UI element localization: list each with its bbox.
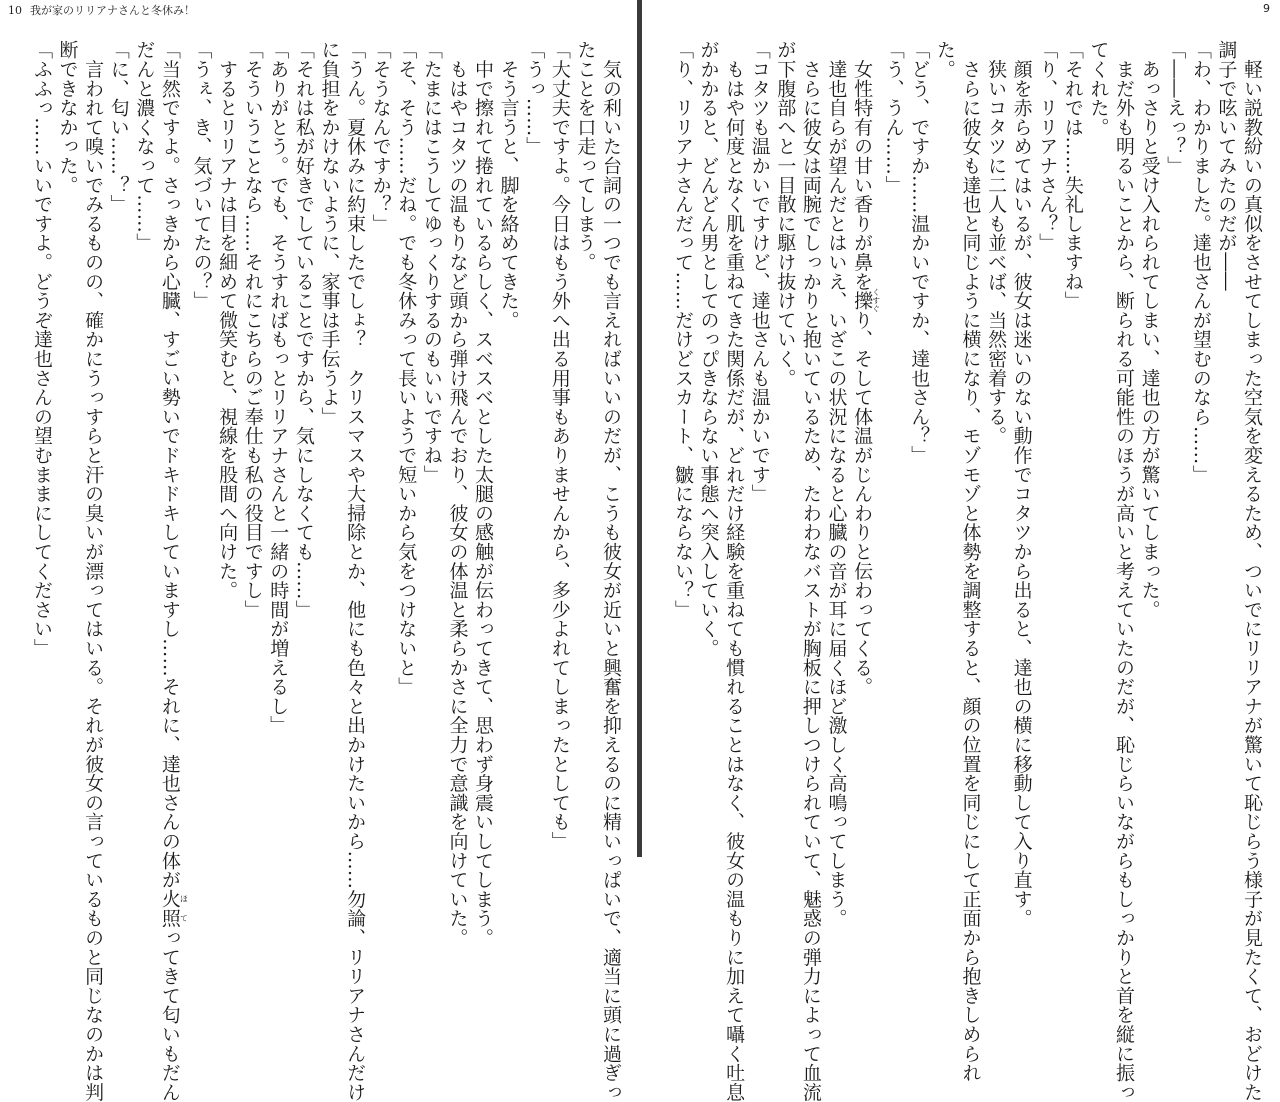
text-line: 達也自らが望んだとはいえ、いざこの状況になると心臓の音が耳に届くほど激しく高鳴ってしまう。 xyxy=(825,40,848,928)
text-line: 「わ、わかりました。達也さんが望むのなら……」 xyxy=(1189,40,1212,484)
text-line: 「ふふっ……いいですよ。どうぞ達也さんの望むままにしてください」 xyxy=(30,40,53,658)
text-line: 調子で呟いてみたのだが―― xyxy=(1215,40,1238,291)
text-line: 断できなかった。 xyxy=(56,40,79,195)
right-page-text xyxy=(669,40,1264,1102)
text-line xyxy=(156,40,189,1102)
ruby-reading: ほて xyxy=(179,889,189,928)
text-line: 軽い説教紛いの真似をさせてしまった空気を変えるため、ついでにリリアナが驚いて恥じらう様子が見たくて、おどけた xyxy=(1241,40,1263,1102)
left-page-header xyxy=(8,2,195,18)
text-line: 「そういうことなら……それにこちらのご奉仕も私の役目ですし」 xyxy=(241,40,264,619)
text-line: 「うぇ、き、気づいてたの？」 xyxy=(190,40,213,311)
text-line: 「それでは……失礼しますね」 xyxy=(1061,40,1084,311)
text-line: 「大丈夫ですよ。今日はもう外へ出る用事もありませんから、多少よれてしまったとしても」 xyxy=(548,40,571,851)
text-line: もはやコタツの温もりなど頭から弾け飛んでおり、彼女の体温と柔らかさに全力で意識を向けていた。 xyxy=(446,40,469,948)
page-number: 10 xyxy=(8,4,22,17)
text-line: さらに彼女は両腕でしっかりと抱いているため、たわわなバストが胸板に押しつけられていて、魅惑の弾力によって血流 xyxy=(799,40,822,1102)
ruby-base: 火照 xyxy=(158,889,181,928)
text-line: 「――えっ？」 xyxy=(1164,40,1187,176)
text-line: 「それは私が好きでしていることですから、気にしなくても……」 xyxy=(292,40,315,619)
text-line: 「どう、ですか……温かいですか、達也さん？」 xyxy=(908,40,931,465)
text-line: てくれた。 xyxy=(1087,40,1110,137)
text-line: 「に、匂い……？」 xyxy=(107,40,130,214)
text-line: 「コタツも温かいですけど、達也さんも温かいです」 xyxy=(748,40,771,504)
ruby-reading: くすぐ xyxy=(871,288,881,314)
text-line: たことを口走ってしまう。 xyxy=(574,40,597,272)
text-line: 「う、うん……」 xyxy=(882,40,905,195)
text-line: だんと濃くなって……」 xyxy=(133,40,156,253)
text-line: さらに彼女も達也と同じように横になり、モゾモゾと体勢を調整すると、顔の位置を同じにして正面から抱きしめられ xyxy=(959,40,982,1083)
text-line: 狭いコタツに二人も並べば、当然密着する。 xyxy=(985,40,1008,446)
text-line: 「そ、そう……だね。でも冬休みって長いようで短いから気をつけないと」 xyxy=(395,40,418,697)
left-page xyxy=(0,0,637,1102)
text-line: 「り、リリアナさんだって……だけどスカート、皺にならない？」 xyxy=(671,40,694,619)
left-page-text xyxy=(28,40,623,1102)
right-page-header xyxy=(1263,2,1270,15)
text-line: 「ありがとう。でも、そうすればもっとリリアナさんと一緒の時間が増えるし」 xyxy=(267,40,290,735)
text-line: 言われて嗅いでみるものの、確かにうっすらと汗の臭いが漂ってはいる。それが彼女の言っているものと同じなのかは判 xyxy=(82,40,105,1102)
text-line: がかかると、どんどん男としてのっぴきならない事態へ突入していく。 xyxy=(697,40,720,658)
text-line: そう言うと、脚を絡めてきた。 xyxy=(497,40,520,330)
text-line: が下腹部へと一目散に駆け抜けていく。 xyxy=(774,40,797,388)
running-title: 我が家のリリアナさんと冬休み！ xyxy=(30,4,195,17)
text-segment: り、そして体温がじんわりと伝わってくる。 xyxy=(851,310,874,697)
text-line: た。 xyxy=(933,40,956,79)
page-number: 9 xyxy=(1263,2,1270,15)
ruby-word xyxy=(158,889,189,928)
text-line: に負担をかけないように、家事は手伝うよ」 xyxy=(318,40,341,426)
ruby-base: 擽 xyxy=(851,288,874,314)
text-line: 気の利いた台詞の一つでも言えればいいのだが、こうも彼女が近いと興奮を抑えるのに精いっぱいで、適当に頭に過ぎっ xyxy=(600,40,622,1102)
text-line: 顔を赤らめてはいるが、彼女は迷いのない動作でコタツから出ると、達也の横に移動して入り直す。 xyxy=(1010,40,1033,928)
text-line: あっさりと受け入れられてしまい、達也の方が驚いてしまった。 xyxy=(1138,40,1161,619)
text-segment: 「当然ですよ。さっきから心臓、すごい勢いでドキドキしていますし……それに、達也さんの体が xyxy=(158,40,181,890)
text-segment: ってきて匂いもだん xyxy=(158,927,181,1102)
text-segment: 女性特有の甘い香りが鼻を xyxy=(851,40,874,291)
text-line: もはや何度となく肌を重ねてきた関係だが、どれだけ経験を重ねても慣れることはなく、彼女の温もりに加えて囁く吐息 xyxy=(723,40,746,1102)
ruby-word xyxy=(851,288,881,314)
right-page xyxy=(642,0,1280,1102)
text-line: まだ外も明るいことから、断られる可能性のほうが高いと考えていたのだが、恥じらいながらもしっかりと首を縦に振っ xyxy=(1113,40,1136,1102)
text-line: するとリリアナは目を細めて微笑むと、視線を股間へ向けた。 xyxy=(216,40,239,600)
text-line: 中で擦れて捲れているらしく、スベスベとした太腿の感触が伝わってきて、思わず身震いしてしまう。 xyxy=(472,40,495,948)
text-line: 「たまにはこうしてゆっくりするのもいいですね」 xyxy=(420,40,443,484)
text-line: 「そうなんですか？」 xyxy=(369,40,392,233)
text-line: 「うん。夏休みに約束したでしょ？ クリスマスや大掃除とか、他にも色々と出かけたいから……勿論、リリアナさんだけ xyxy=(344,40,367,1102)
text-line: 「うっ……」 xyxy=(523,40,546,156)
text-line xyxy=(849,40,881,820)
text-line: 「り、リリアナさん？」 xyxy=(1036,40,1059,253)
